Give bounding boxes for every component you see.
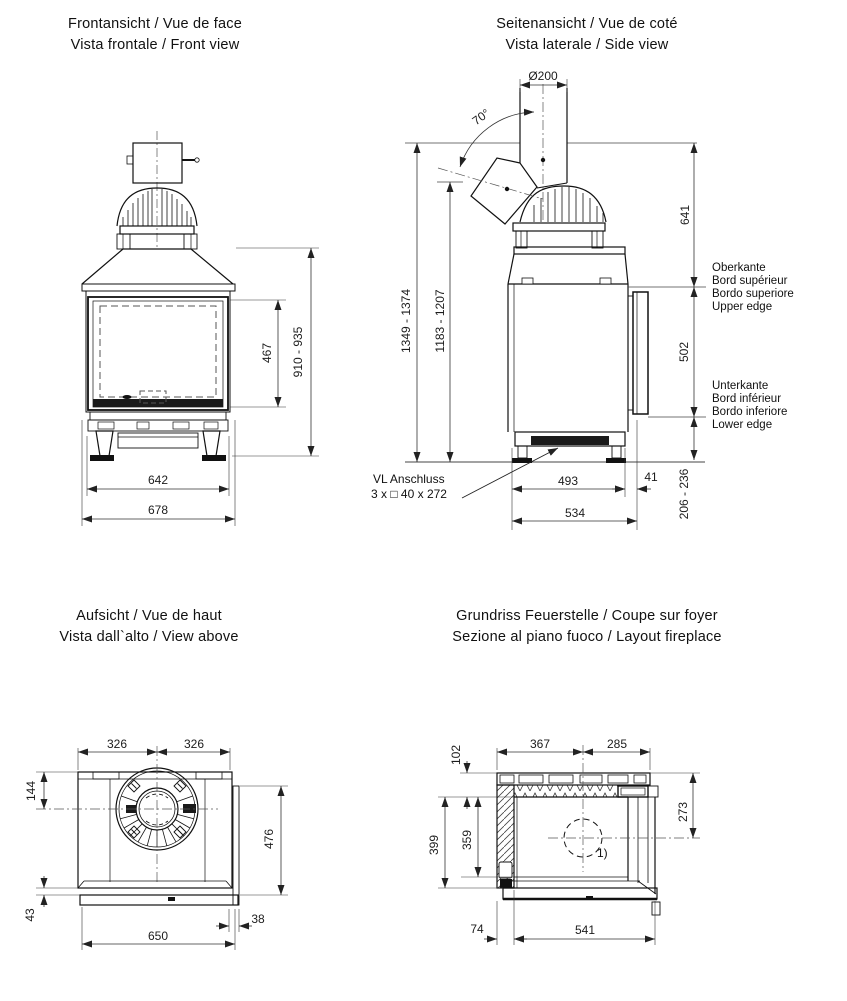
front-view-title-line2: Vista frontale / Front view [70,37,240,53]
note-lower-edge [712,380,787,432]
lower-edge-it: Bordo inferiore [712,406,788,418]
note-footnote-marker: 1) [597,846,608,860]
top-view-title-line1: Aufsicht / Vue de haut [76,608,222,624]
dim-top-depth: 476 [262,828,276,850]
side-view-title-line1: Seitenansicht / Vue de coté [496,16,678,32]
dim-side-front-offset: 41 [644,470,658,484]
dim-side-base-depth: 493 [557,474,579,488]
dim-top-side-offset: 38 [251,912,265,926]
layout-view-dimensions [438,748,700,945]
front-view-title-line1: Frontansicht / Vue de face [68,16,242,32]
top-view-drawing [36,746,239,905]
layout-view-title-line2: Sezione al piano fuoco / Layout fireplace [452,629,722,645]
dim-side-body-depth: 534 [564,506,586,520]
dim-side-height-range-connection: 1183 - 1207 [433,289,447,353]
upper-edge-en: Upper edge [712,301,773,313]
dim-front-glass-height: 467 [260,342,274,364]
dim-side-lower-edge-height: 206 - 236 [677,468,691,520]
note-vl-anschluss-line2: 3 x □ 40 x 272 [371,487,447,501]
dim-front-body-width: 642 [147,473,169,487]
dim-layout-inner-width: 541 [574,923,596,937]
dim-layout-inner-depth: 359 [460,829,474,851]
upper-edge-it: Bordo superiore [712,288,794,300]
dim-top-back-to-flue-center: 144 [24,780,38,802]
dim-side-upper-to-lower-edge: 502 [677,341,691,363]
dim-layout-back-to-center: 367 [529,737,551,751]
dim-top-front-overhang: 43 [23,908,37,922]
dim-front-overall-width: 678 [147,503,169,517]
lower-edge-en: Lower edge [712,419,773,431]
note-vl-anschluss-line1: VL Anschluss [373,472,445,486]
lower-edge-fr: Bord inférieur [712,393,782,405]
top-view-dimensions [36,748,288,950]
dim-top-width: 650 [147,929,169,943]
dim-layout-top-to-flue-center: 273 [676,801,690,823]
layout-view-title-line1: Grundriss Feuerstelle / Coupe sur foyer [456,608,718,624]
dim-side-flue-angle: 70° [469,106,493,128]
side-view-title-line2: Vista laterale / Side view [505,37,669,53]
front-view-drawing [82,131,235,461]
dim-layout-wall-thickness: 74 [470,922,484,936]
dim-layout-outer-depth: 399 [427,834,441,856]
top-view-title-line2: Vista dall`alto / View above [59,629,239,645]
dim-layout-top-wall-thickness: 102 [449,744,463,766]
dim-layout-center-to-front: 285 [606,737,628,751]
dim-side-height-range-max: 1349 - 1374 [399,288,413,354]
lower-edge-de: Unterkante [712,380,769,392]
dim-side-flue-diameter: Ø200 [528,69,558,83]
layout-view-drawing [497,745,700,915]
note-upper-edge [712,262,794,314]
dim-top-half-width-right: 326 [183,737,205,751]
dim-top-half-width-left: 326 [106,737,128,751]
upper-edge-fr: Bord supérieur [712,275,788,287]
upper-edge-de: Oberkante [712,262,766,274]
dim-front-total-height: 910 - 935 [291,326,305,378]
front-view-dimensions [82,248,319,526]
dim-side-top-to-upper-edge: 641 [678,204,692,226]
